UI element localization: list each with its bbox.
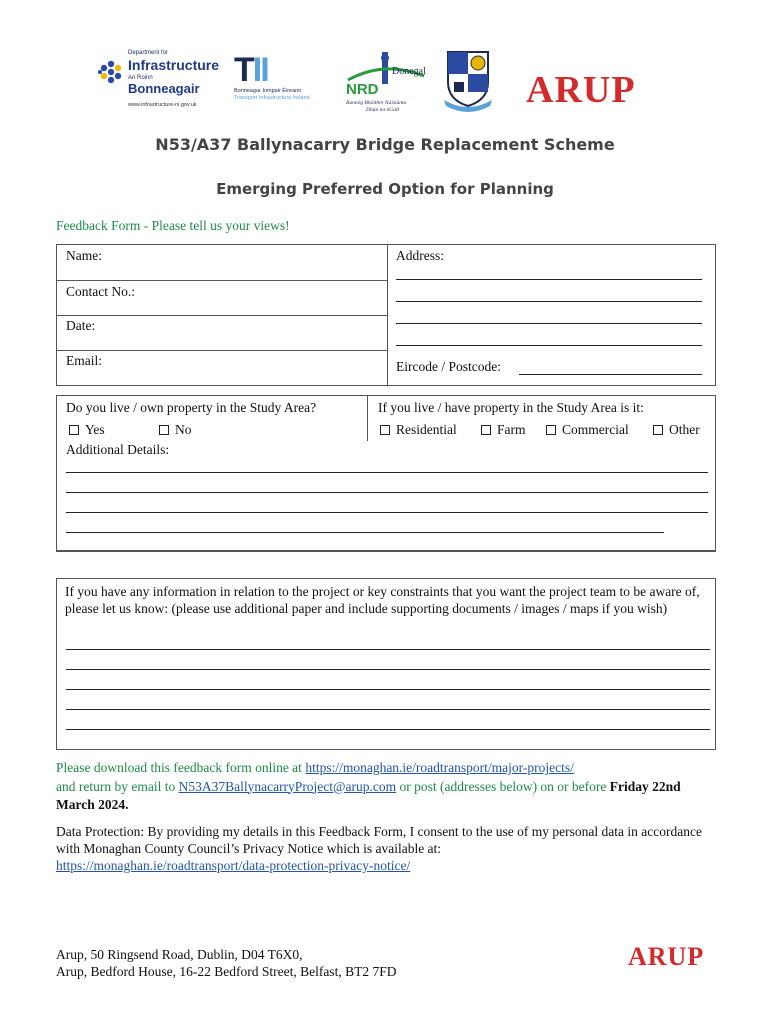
- property-type-question: If you live / have property in the Study Area is it:: [378, 400, 644, 415]
- residential-option[interactable]: [380, 422, 457, 438]
- information-box: [56, 578, 716, 750]
- logo-bar: [96, 44, 676, 116]
- farm-label: Farm: [497, 422, 526, 437]
- additional-details-line[interactable]: [66, 512, 708, 513]
- address-line[interactable]: [396, 345, 702, 346]
- email-label: Email:: [66, 353, 102, 368]
- tii-line2: Transport Infrastructure Ireland: [234, 95, 310, 101]
- name-label: Name:: [66, 248, 102, 263]
- farm-checkbox[interactable]: [481, 425, 491, 435]
- dfi-dots-icon: [98, 60, 124, 86]
- additional-details-label: Additional Details:: [66, 442, 170, 457]
- dfi-infrastructure: Infrastructure: [128, 57, 220, 73]
- property-box: [56, 395, 716, 552]
- form-intro: Feedback Form - Please tell us your views!: [56, 218, 290, 233]
- other-checkbox[interactable]: [653, 425, 663, 435]
- tii-mark: TII: [234, 51, 268, 89]
- dfi-an-roinn: An Roinn: [128, 75, 153, 81]
- crest-icon: [442, 48, 494, 112]
- dfi-bonneagair: Bonneagair: [128, 81, 200, 96]
- address-line[interactable]: [396, 323, 702, 324]
- footer-address-dublin: Arup, 50 Ringsend Road, Dublin, D04 T6X0,: [56, 947, 303, 962]
- page-subtitle: Emerging Preferred Option for Planning: [216, 180, 554, 198]
- farm-option[interactable]: [481, 422, 526, 438]
- download-instructions: Please download this feedback form online at https://monaghan.ie/roadtransport/major-projects/ and return by email to N53A37BallynacarryProject@arup.com or post (addresses below) on or before Friday 22nd March 2024.: [56, 760, 681, 812]
- privacy-notice-link[interactable]: https://monaghan.ie/roadtransport/data-protection-privacy-notice/: [56, 858, 411, 873]
- residential-label: Residential: [396, 422, 457, 437]
- no-label: No: [175, 422, 192, 437]
- nrd-donegal-logo: [344, 50, 428, 112]
- dfi-logo: [96, 48, 221, 108]
- additional-details-line[interactable]: [66, 492, 708, 493]
- nrd-county: Donegal: [392, 66, 426, 77]
- information-line[interactable]: [66, 689, 710, 690]
- information-prompt: If you have any information in relation to the project or key constraints that you want the project team to be aware of, please let us know: (please use additional paper and include supporting documents / images / maps if you wish): [65, 584, 700, 616]
- nrd-emblem-icon: [344, 50, 428, 112]
- page-title: N53/A37 Ballynacarry Bridge Replacement Scheme: [155, 135, 615, 154]
- information-line[interactable]: [66, 729, 710, 730]
- nrd-brand: NRD: [346, 81, 379, 98]
- commercial-label: Commercial: [562, 422, 629, 437]
- footer-arup-logo: ARUP: [628, 942, 705, 971]
- tii-logo: [234, 52, 324, 110]
- email-link[interactable]: N53A37BallynacarryProject@arup.com: [178, 778, 397, 794]
- footer-address-belfast: Arup, Bedford House, 16-22 Bedford Street, Belfast, BT2 7FD: [56, 964, 397, 979]
- property-question: Do you live / own property in the Study Area?: [66, 400, 317, 415]
- yes-label: Yes: [85, 422, 105, 437]
- contact-details-box: [56, 244, 716, 386]
- residential-checkbox[interactable]: [380, 425, 390, 435]
- contact-label: Contact No.:: [66, 284, 135, 299]
- no-option[interactable]: [159, 422, 192, 438]
- footer-addresses: [56, 946, 396, 980]
- no-checkbox[interactable]: [159, 425, 169, 435]
- address-line[interactable]: [396, 279, 702, 280]
- nrd-line1: Rannóg Bhóithre Náisiúnta: [346, 100, 407, 106]
- information-line[interactable]: [66, 709, 710, 710]
- yes-checkbox[interactable]: [69, 425, 79, 435]
- eircode-line[interactable]: [519, 374, 702, 375]
- nrd-line2: Dhún na nGall: [366, 107, 399, 112]
- dfi-url: www.infrastructure-ni.gov.uk: [128, 102, 197, 108]
- other-label: Other: [669, 422, 700, 437]
- additional-details-line[interactable]: [66, 472, 708, 473]
- data-protection-notice: Data Protection: By providing my details in this Feedback Form, I consent to the use of my personal data in accordance with Monaghan County Council’s Privacy Notice which is available at: https://monaghan.ie/roadtransport/data-protection-privacy-notice/: [56, 824, 702, 873]
- eircode-label: Eircode / Postcode:: [396, 359, 501, 374]
- download-link[interactable]: https://monaghan.ie/roadtransport/major-projects/: [305, 760, 574, 775]
- information-line[interactable]: [66, 649, 710, 650]
- commercial-option[interactable]: [546, 422, 629, 438]
- address-line[interactable]: [396, 301, 702, 302]
- tii-line1: Bonneagar Iompair Éireann: [234, 88, 302, 94]
- address-label: Address:: [396, 248, 444, 263]
- arup-logo: ARUP: [526, 69, 636, 111]
- yes-option[interactable]: [69, 422, 105, 438]
- other-option[interactable]: [653, 422, 700, 438]
- information-line[interactable]: [66, 669, 710, 670]
- deadline: Friday 22nd March 2024.: [56, 778, 681, 812]
- date-label: Date:: [66, 318, 96, 333]
- additional-details-line[interactable]: [66, 532, 664, 533]
- dfi-department-for: Department for: [128, 50, 169, 56]
- commercial-checkbox[interactable]: [546, 425, 556, 435]
- monaghan-crest-logo: [442, 48, 494, 112]
